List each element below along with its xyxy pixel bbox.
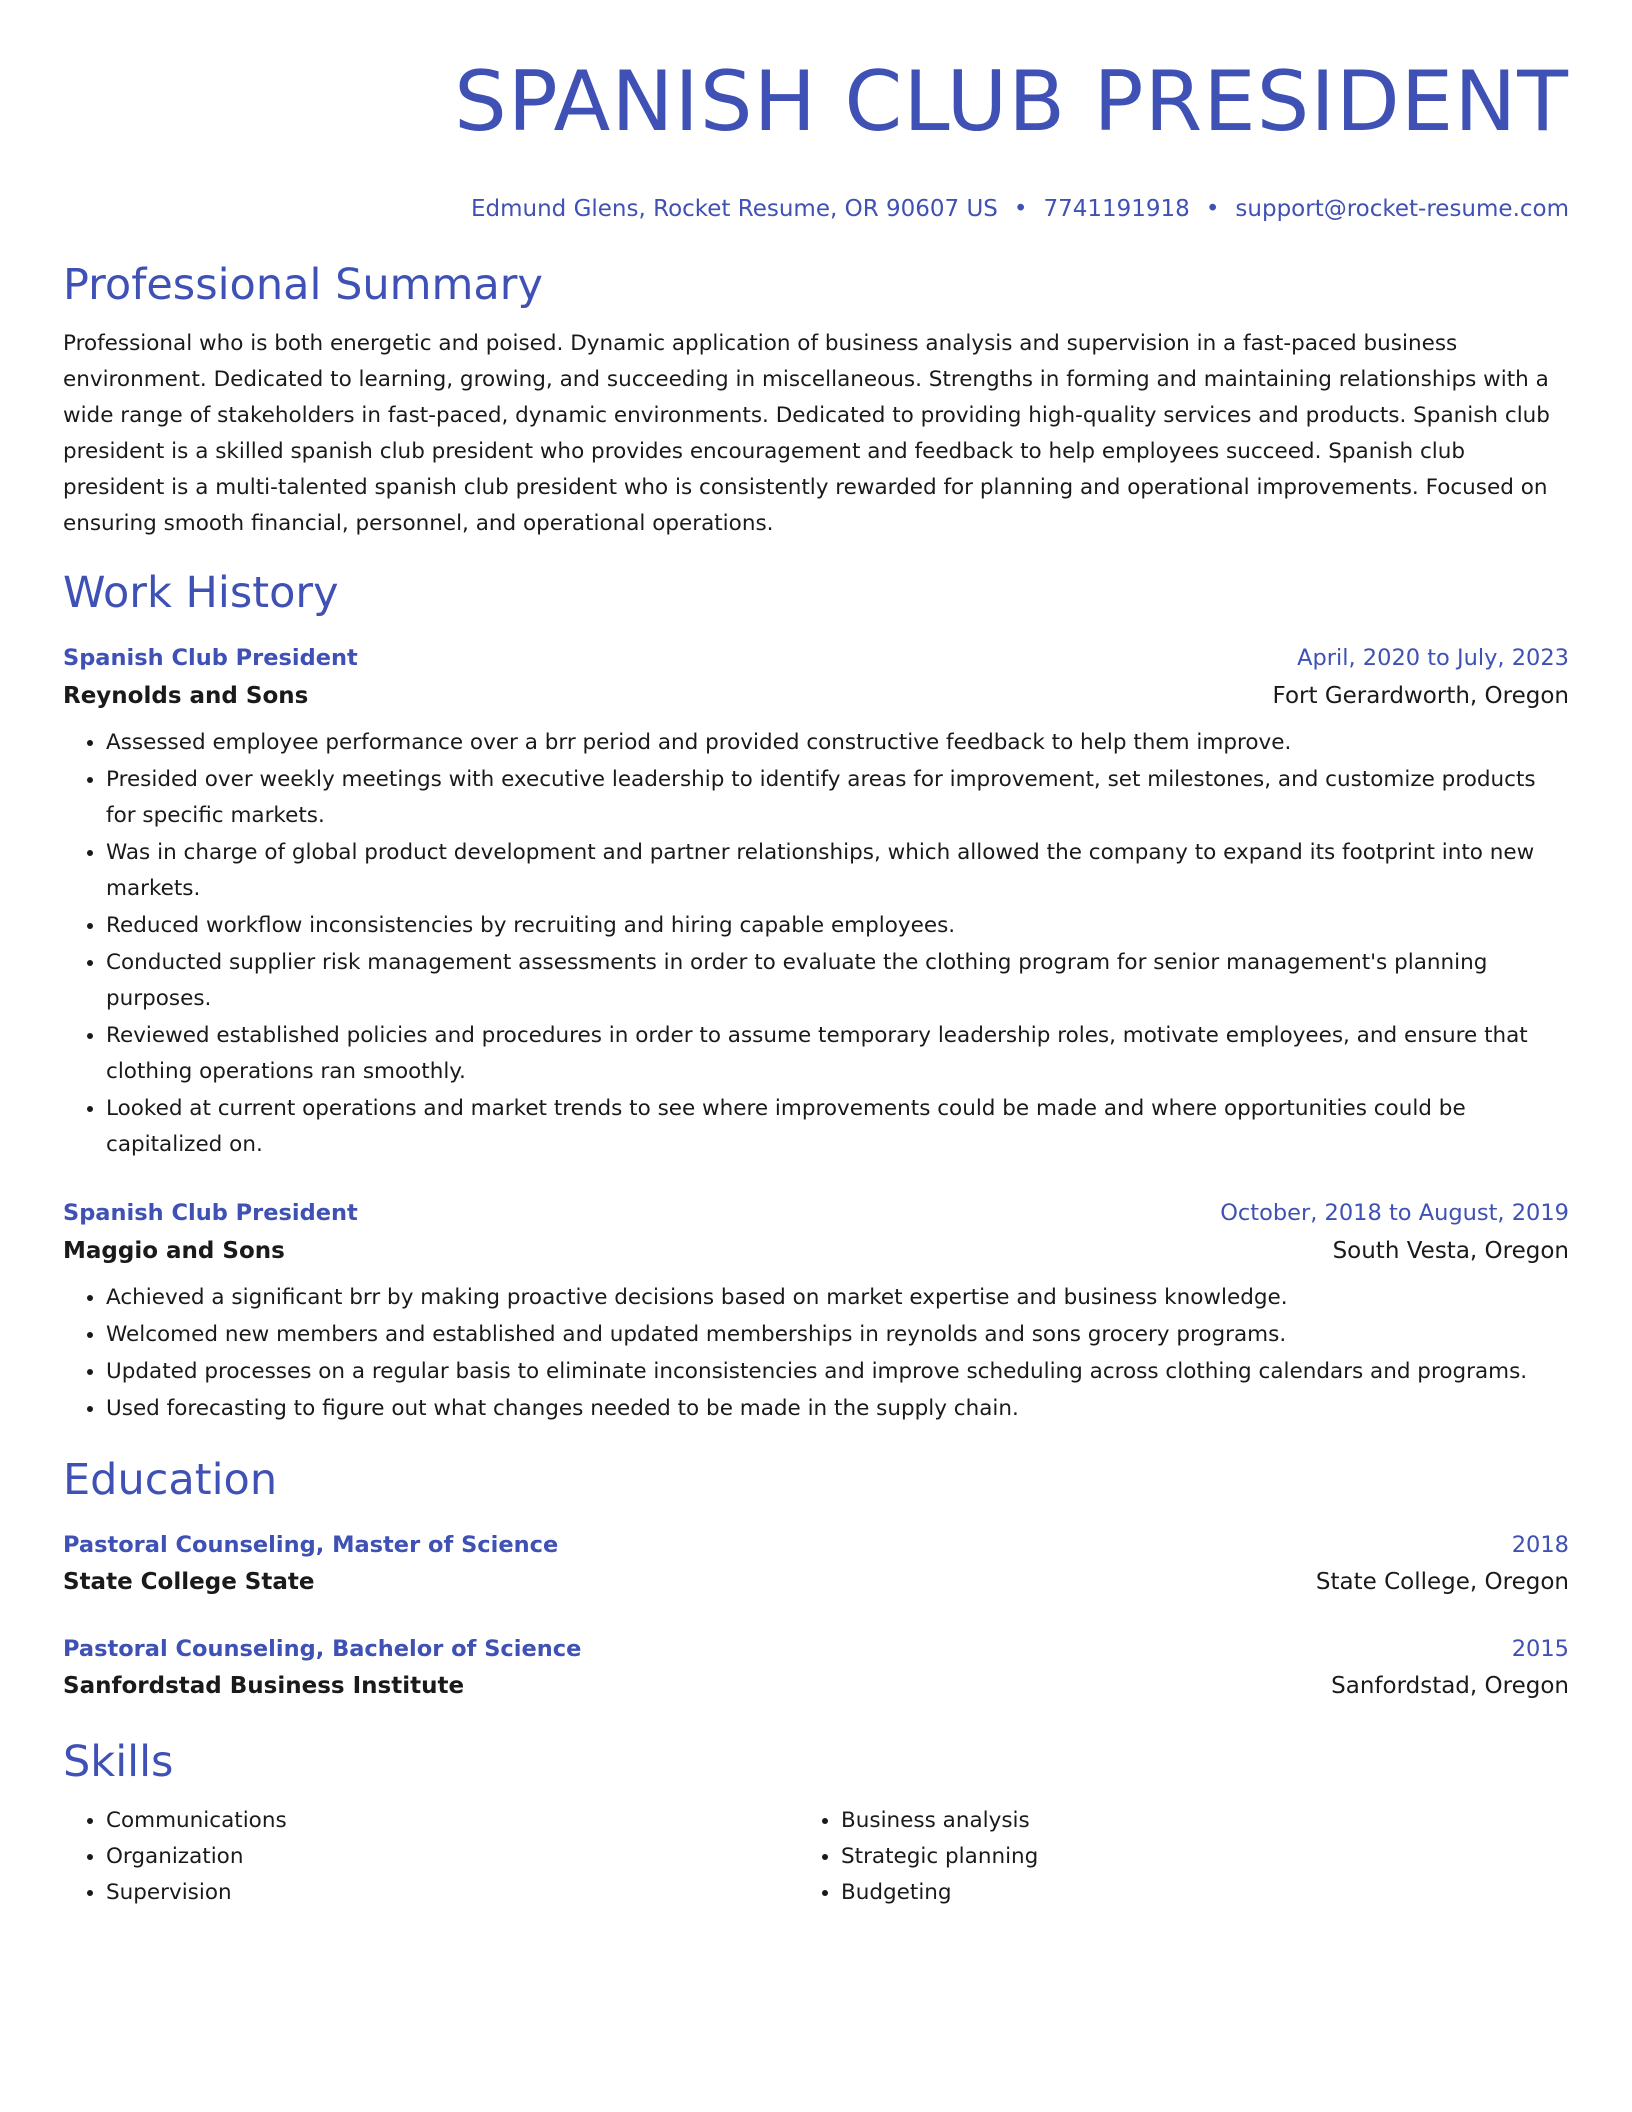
skill-item: • Business analysis [841,1803,1533,1839]
list-item: • Used forecasting to figure out what changes needed to be made in the supply chain. [106,1390,1569,1427]
education-heading: Education [63,1455,278,1505]
education-degree: Pastoral Counseling, Master of Science [63,1532,559,1558]
job-title: Spanish Club President [63,645,358,671]
list-item: • Reviewed established policies and procedures in order to assume temporary leadership roles, motivate employees, and ensure that clothing operations ran smoothly. [106,1017,1569,1090]
contact-phone: 7741191918 [1043,196,1190,222]
contact-separator: • [1205,196,1220,222]
job-dates: October, 2018 to August, 2019 [1220,1200,1569,1226]
education-year: 2015 [1511,1636,1569,1662]
contact-address: Edmund Glens, Rocket Resume, OR 90607 US [470,196,998,222]
skill-item: • Strategic planning [841,1839,1533,1875]
job-bullets [63,724,1569,1163]
list-item: • Conducted supplier risk management assessments in order to evaluate the clothing program for senior management's planning purposes. [106,944,1569,1017]
education-school: State College State [63,1569,315,1595]
job-entry [63,640,1569,1163]
summary-text: Professional who is both energetic and poised. Dynamic application of business analysis and supervision in a fast-paced business environment. Dedicated to learning, growing, and succeeding in miscellaneous. Strengths in forming and maintaining relationships with a wide range of stakeholders in fast-paced, dynamic environments. Dedicated to providing high-quality services and products. Spanish club president is a skilled spanish club president who provides encouragement and feedback to help employees succeed. Spanish club president is a multi-talented spanish club president who is consistently rewarded for planning and operational improvements. Focused on ensuring smooth financial, personnel, and operational operations. [63,331,1550,536]
job-bullets [63,1279,1569,1427]
education-entry [63,1527,1569,1601]
education-entry [63,1631,1569,1705]
summary-heading: Professional Summary [63,260,543,310]
skills-column-right [798,1803,1533,1911]
contact-line [63,194,1569,224]
skills-column-left [63,1803,798,1911]
list-item: • Looked at current operations and market trends to see where improvements could be made and where opportunities could be capitalized on. [106,1090,1569,1163]
skill-item: • Supervision [106,1875,798,1911]
skill-item: • Budgeting [841,1875,1533,1911]
list-item: • Was in charge of global product development and partner relationships, which allowed the company to expand its footprint into new markets. [106,834,1569,907]
skill-item: • Organization [106,1839,798,1875]
education-degree: Pastoral Counseling, Bachelor of Science [63,1636,582,1662]
education-year: 2018 [1511,1532,1569,1558]
education-location: Sanfordstad, Oregon [1331,1673,1569,1699]
contact-separator: • [1013,196,1028,222]
education-school: Sanfordstad Business Institute [63,1673,465,1699]
job-company: Reynolds and Sons [63,683,309,709]
job-location: South Vesta, Oregon [1332,1238,1569,1264]
education-location: State College, Oregon [1315,1569,1569,1595]
job-company: Maggio and Sons [63,1238,285,1264]
skill-item: • Communications [106,1803,798,1839]
contact-email: support@rocket-resume.com [1235,196,1569,222]
job-location: Fort Gerardworth, Oregon [1272,683,1569,709]
list-item: • Welcomed new members and established and updated memberships in reynolds and sons grocery programs. [106,1316,1569,1353]
skills-list [63,1803,1569,1911]
list-item: • Updated processes on a regular basis to eliminate inconsistencies and improve scheduling across clothing calendars and programs. [106,1353,1569,1390]
job-dates: April, 2020 to July, 2023 [1297,645,1569,671]
skills-heading: Skills [63,1737,174,1787]
list-item: • Achieved a significant brr by making proactive decisions based on market expertise and business knowledge. [106,1279,1569,1316]
list-item: • Assessed employee performance over a brr period and provided constructive feedback to help them improve. [106,724,1569,761]
work-history-heading: Work History [63,568,339,618]
list-item: • Presided over weekly meetings with executive leadership to identify areas for improvement, set milestones, and customize products for specific markets. [106,761,1569,834]
job-entry [63,1195,1569,1427]
resume-title: SPANISH CLUB PRESIDENT [454,53,1569,150]
list-item: • Reduced workflow inconsistencies by recruiting and hiring capable employees. [106,907,1569,944]
job-title: Spanish Club President [63,1200,358,1226]
